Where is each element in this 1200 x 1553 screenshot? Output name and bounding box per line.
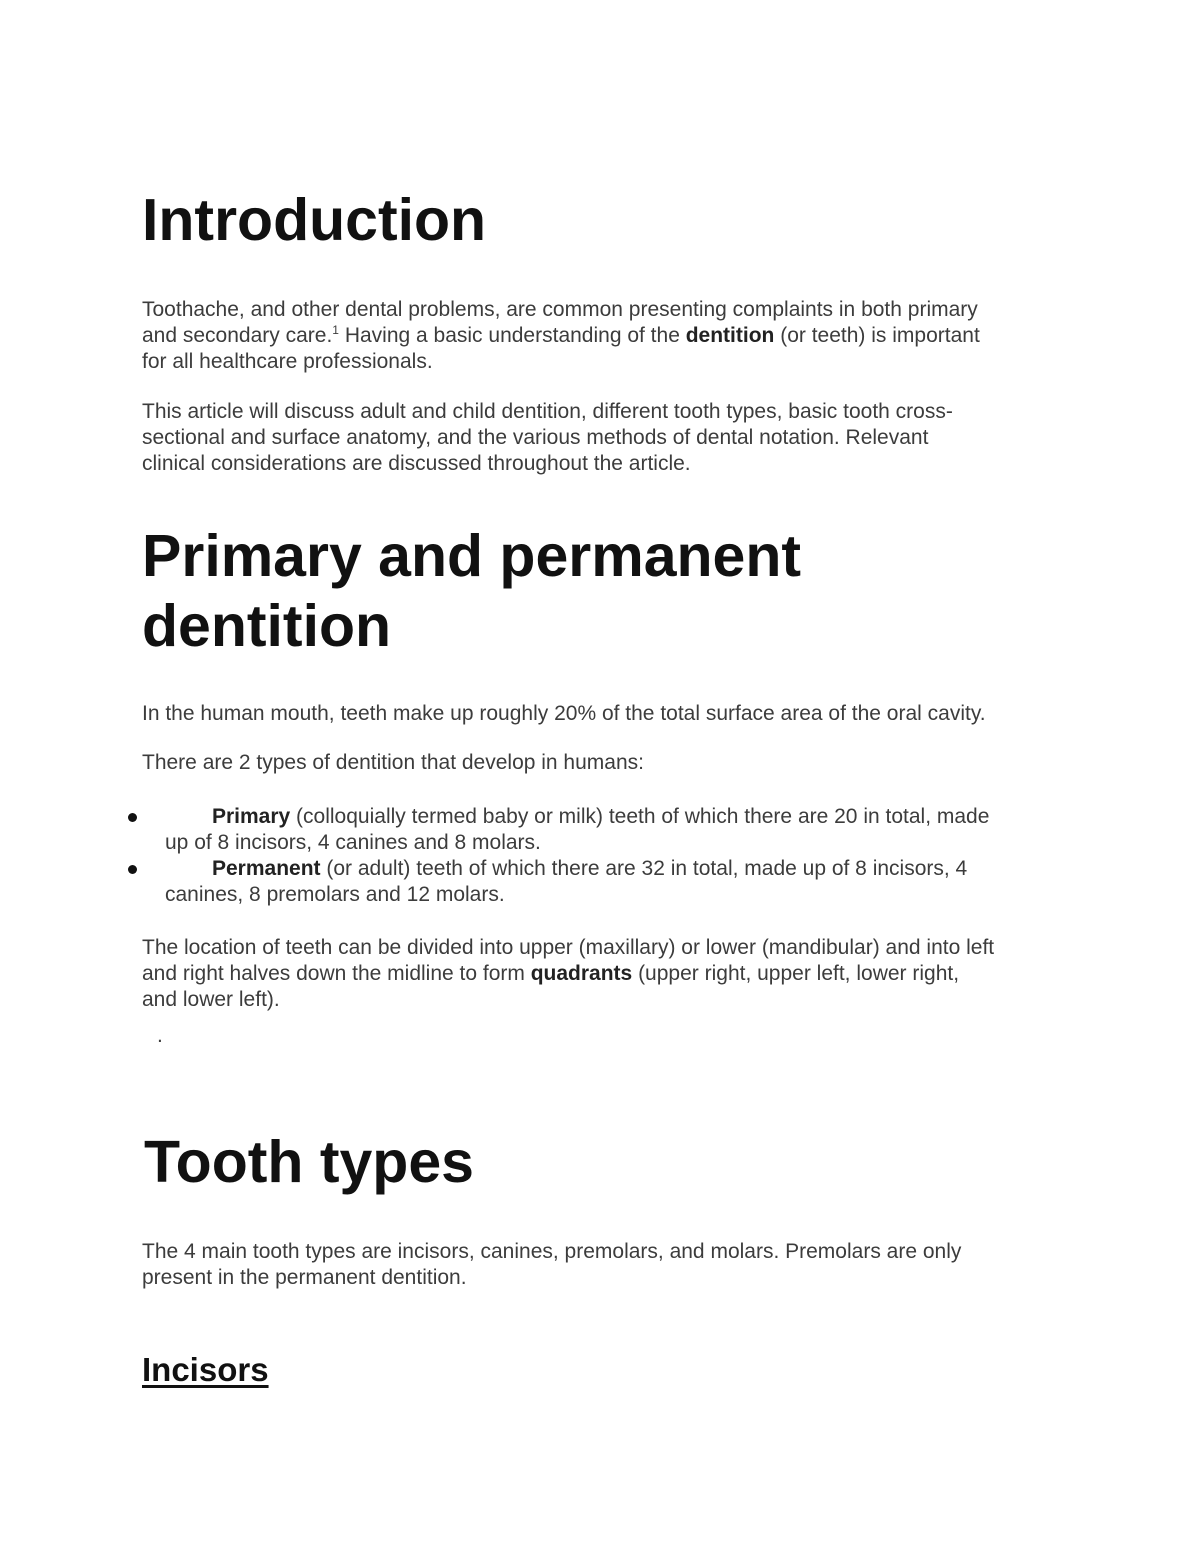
text-line: and lower left). (142, 988, 280, 1011)
trailing-dot: . (157, 1024, 163, 1047)
text-line: sectional and surface anatomy, and the various methods of dental notation. Relevant (142, 426, 929, 449)
bullet-marker (128, 813, 137, 822)
text-line (142, 961, 994, 987)
list-item-permanent (165, 856, 967, 908)
text-line: The 4 main tooth types are incisors, canines, premolars, and molars. Premolars are only (142, 1240, 962, 1263)
list-item-primary (165, 804, 989, 856)
bold-term-dentition: dentition (685, 324, 775, 347)
tooth-types-paragraph (142, 1239, 961, 1291)
text-line: In the human mouth, teeth make up roughly 20% of the total surface area of the oral cavity. (142, 702, 986, 725)
heading-introduction: Introduction (142, 187, 487, 253)
text-line: clinical considerations are discussed throughout the article. (142, 452, 691, 475)
text-fragment: and secondary care. (142, 324, 333, 347)
text-line (142, 323, 980, 349)
heading-primary-permanent-dentition (142, 521, 801, 661)
bold-term-quadrants: quadrants (530, 962, 633, 985)
heading-tooth-types: Tooth types (144, 1129, 474, 1195)
text-line: present in the permanent dentition. (142, 1266, 467, 1289)
text-fragment: (upper right, upper left, lower right, (632, 962, 960, 985)
footnote-marker: 1 (332, 323, 339, 337)
text-line: canines, 8 premolars and 12 molars. (165, 883, 505, 906)
text-fragment: and right halves down the midline to form (142, 962, 531, 985)
bold-term-permanent: Permanent (212, 857, 321, 880)
text-line: The location of teeth can be divided into upper (maxillary) or lower (mandibular) and into left (142, 936, 995, 959)
text-fragment: (or teeth) is important (774, 324, 980, 347)
bullet-marker (128, 865, 137, 874)
dentition-paragraph-1 (142, 701, 986, 727)
bold-term-primary: Primary (212, 805, 291, 828)
text-fragment: Having a basic understanding of the (338, 324, 686, 347)
text-fragment: (or adult) teeth of which there are 32 in total, made up of 8 incisors, 4 (320, 857, 968, 880)
text-fragment: (colloquially termed baby or milk) teeth of which there are 20 in total, made (290, 805, 990, 828)
text-line: up of 8 incisors, 4 canines and 8 molars. (165, 831, 541, 854)
heading-line: dentition (142, 593, 392, 659)
text-line: There are 2 types of dentition that develop in humans: (142, 751, 644, 774)
intro-paragraph-1 (142, 297, 980, 375)
text-line: This article will discuss adult and child dentition, different tooth types, basic tooth cross- (142, 400, 953, 423)
heading-incisors: Incisors (142, 1351, 269, 1388)
text-line (165, 856, 967, 882)
intro-paragraph-2 (142, 399, 953, 477)
heading-line: Primary and permanent (142, 523, 802, 589)
dentition-paragraph-3 (142, 935, 994, 1013)
text-line: for all healthcare professionals. (142, 350, 433, 373)
text-line: Toothache, and other dental problems, are common presenting complaints in both primary (142, 298, 978, 321)
text-line (165, 804, 989, 830)
dentition-paragraph-2 (142, 750, 644, 776)
